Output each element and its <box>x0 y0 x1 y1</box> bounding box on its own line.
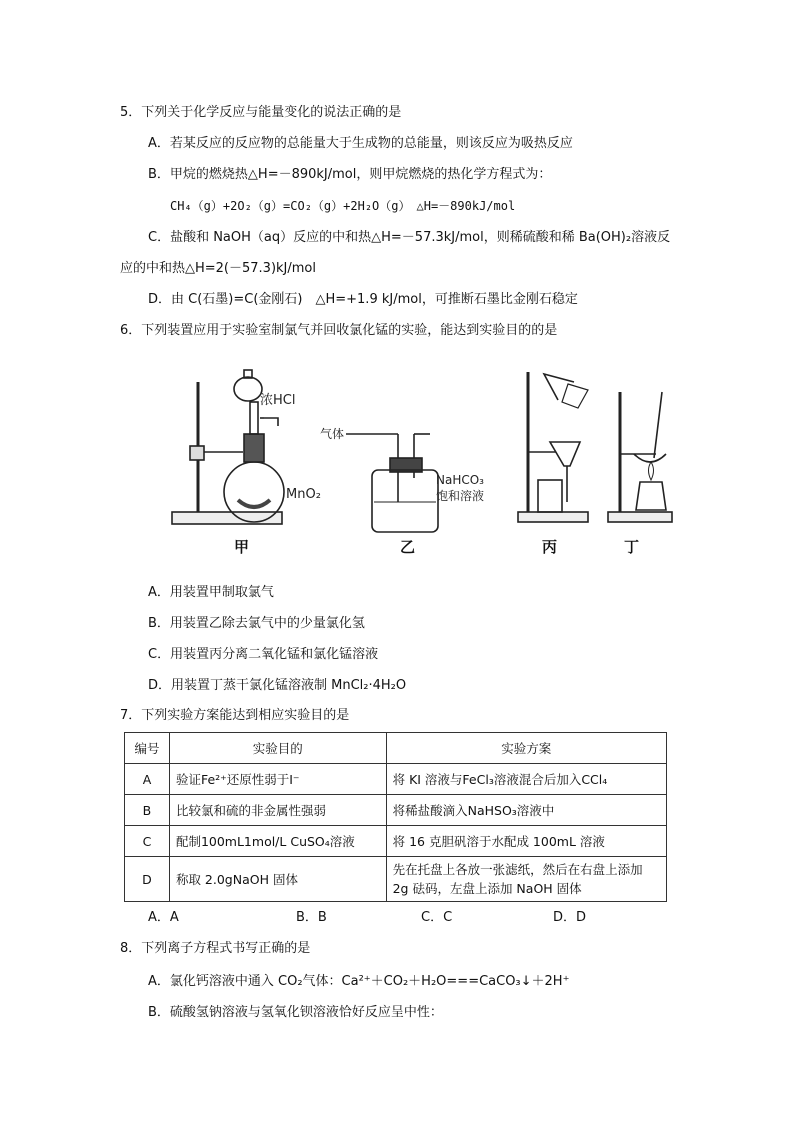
caption-ding: 丁 <box>624 538 640 556</box>
row-plan: 将稀盐酸滴入NaHSO₃溶液中 <box>386 795 666 826</box>
row-plan: 将 KI 溶液与FeCl₃溶液混合后加入CCl₄ <box>386 764 666 795</box>
q7-stem: 7．下列实验方案能达到相应实验目的是 <box>120 708 350 723</box>
row-plan-line1: 先在托盘上各放一张滤纸，然后在右盘上添加 <box>392 862 643 877</box>
label-saturated: 饱和溶液 <box>436 489 485 503</box>
q6-option-a: A．用装置甲制取氯气 <box>148 585 274 600</box>
row-purpose: 配制100mL1mol/L CuSO₄溶液 <box>169 826 386 857</box>
label-nahco3: NaHCO₃ <box>436 473 484 487</box>
q5-option-d: D．由 C(石墨)=C(金刚石) △H=+1.9 kJ/mol，可推断石墨比金刚石稳定 <box>148 292 578 307</box>
q8-option-b: B．硫酸氢钠溶液与氢氧化钡溶液恰好反应呈中性： <box>148 1005 443 1020</box>
q5-option-b: B．甲烷的燃烧热△H=－890kJ/mol，则甲烷燃烧的热化学方程式为： <box>148 167 552 182</box>
row-purpose: 验证Fe²⁺还原性弱于I⁻ <box>169 764 386 795</box>
q7-option-b: B．B <box>296 910 327 925</box>
q5-option-a: A．若某反应的反应物的总能量大于生成物的总能量，则该反应为吸热反应 <box>148 136 573 151</box>
apparatus-bing <box>518 372 588 522</box>
table-header-row <box>125 733 667 764</box>
row-purpose: 称取 2.0gNaOH 固体 <box>169 857 386 902</box>
q5-option-b-equation: CH₄（g）+2O₂（g）=CO₂（g）+2H₂O（g） △H=－890kJ/mol <box>170 199 516 213</box>
row-plan-line2: 2g 砝码，左盘上添加 NaOH 固体 <box>392 881 582 896</box>
table-row <box>125 826 667 857</box>
row-purpose: 比较氯和硫的非金属性强弱 <box>169 795 386 826</box>
q6-option-b: B．用装置乙除去氯气中的少量氯化氢 <box>148 616 365 631</box>
header-plan: 实验方案 <box>386 733 666 764</box>
q7-option-d: D．D <box>553 910 587 925</box>
apparatus-ding <box>608 392 672 522</box>
apparatus-figure <box>168 362 688 562</box>
q6-option-c: C．用装置丙分离二氧化锰和氯化锰溶液 <box>148 647 379 662</box>
caption-bing: 丙 <box>542 538 558 556</box>
table-row <box>125 764 667 795</box>
label-conc-hcl: 浓HCl <box>260 393 296 408</box>
row-id: D <box>125 857 170 902</box>
apparatus-yi <box>320 426 438 532</box>
q8-stem: 8．下列离子方程式书写正确的是 <box>120 941 311 956</box>
q5-stem: 5．下列关于化学反应与能量变化的说法正确的是 <box>120 105 402 120</box>
table-row <box>125 857 667 902</box>
caption-yi: 乙 <box>400 538 416 556</box>
label-gas: 气体 <box>320 427 345 441</box>
table-row <box>125 795 667 826</box>
q5-option-c-line2: 应的中和热△H=2(－57.3)kJ/mol <box>120 261 316 276</box>
q7-option-c: C．C <box>421 910 453 925</box>
label-mno2: MnO₂ <box>286 487 321 502</box>
q7-option-a: A．A <box>148 910 179 925</box>
q7-table <box>124 732 667 902</box>
row-plan <box>386 857 666 902</box>
header-id: 编号 <box>125 733 170 764</box>
row-id: C <box>125 826 170 857</box>
caption-jia: 甲 <box>234 538 250 556</box>
header-purpose: 实验目的 <box>169 733 386 764</box>
q6-option-d: D．用装置丁蒸干氯化锰溶液制 MnCl₂·4H₂O <box>148 678 407 693</box>
q6-stem: 6．下列装置应用于实验室制氯气并回收氯化锰的实验，能达到实验目的的是 <box>120 323 558 338</box>
row-plan: 将 16 克胆矾溶于水配成 100mL 溶液 <box>386 826 666 857</box>
q5-option-c-line1: C．盐酸和 NaOH（aq）反应的中和热△H=－57.3kJ/mol，则稀硫酸和稀 Ba(OH)₂溶液反 <box>148 230 671 245</box>
q8-option-a: A．氯化钙溶液中通入 CO₂气体：Ca²⁺＋CO₂＋H₂O===CaCO₃↓＋2H⁺ <box>148 974 570 989</box>
row-id: B <box>125 795 170 826</box>
row-id: A <box>125 764 170 795</box>
